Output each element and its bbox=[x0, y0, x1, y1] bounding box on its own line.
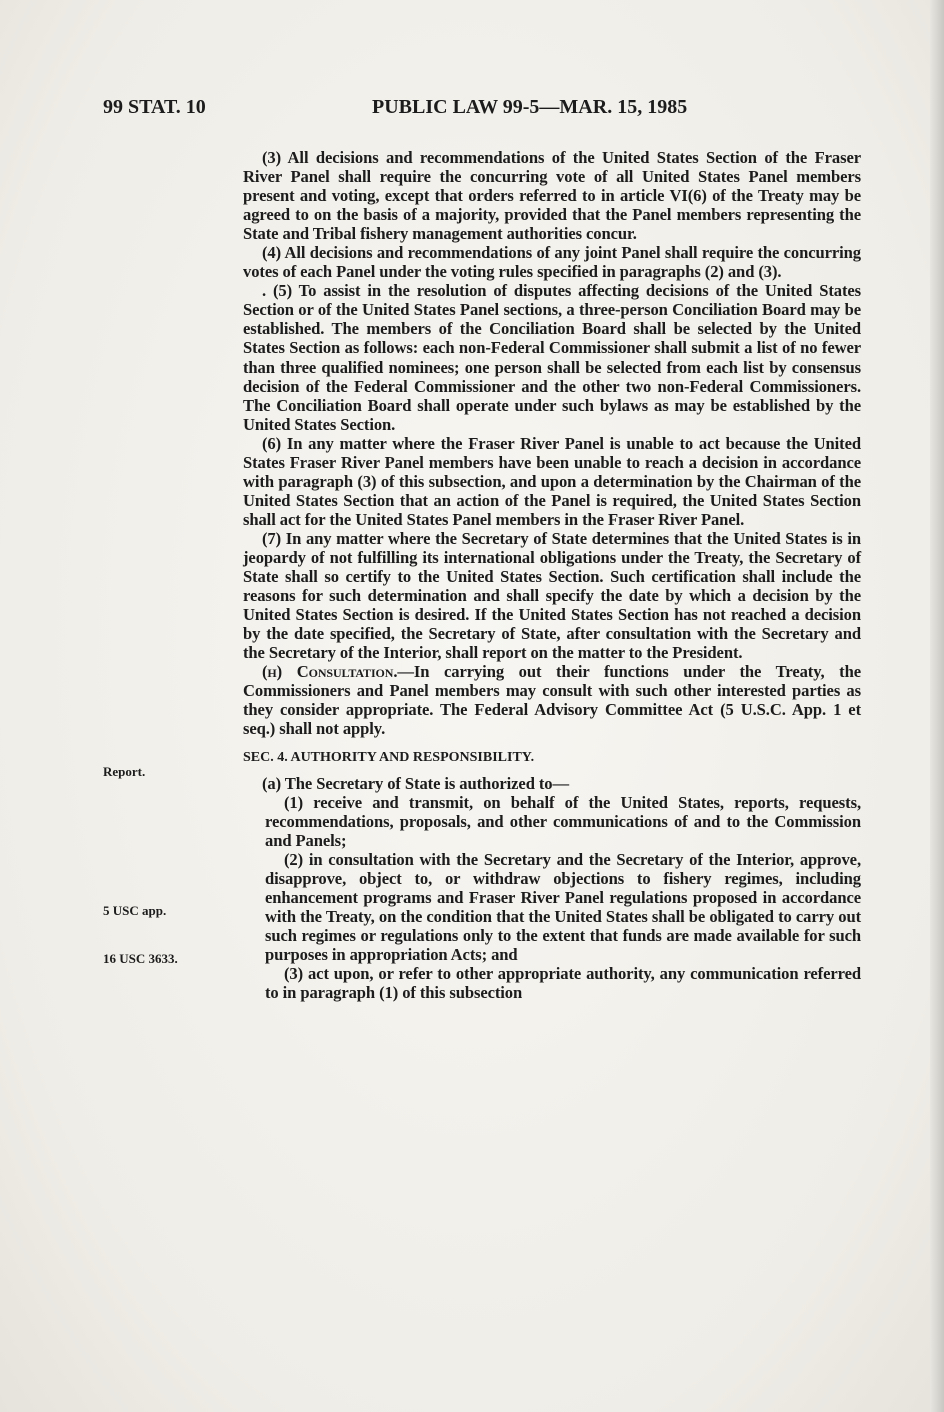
subsection-a-item-2 bbox=[224, 850, 861, 964]
page-edge-shadow bbox=[930, 0, 944, 1412]
subsection-h bbox=[243, 662, 861, 738]
subsection-a-item-1 bbox=[224, 793, 861, 850]
subsection-a-item-3-text: (3) act upon, or refer to other appropriate authority, any communication referred to in paragraph (1) of this subsection bbox=[265, 963, 861, 1003]
statute-page-number: 99 STAT. 10 bbox=[103, 96, 206, 118]
paragraph-5: . (5) To assist in the resolution of disputes affecting decisions of the United States Section or of the United States Panel sections, a three-person Conciliation Board may be established. The members of the Conciliation Board shall be selected by the United States Section as follows: each non-Federal Commissioner shall submit a list of no fewer than three qualified nominees; one person shall be selected from each list by consensus decision of the Federal Commissioner and the other two non-Federal Commissioners. The Conciliation Board shall operate under such bylaws as may be established by the United States Section. bbox=[243, 281, 861, 434]
subsection-a-item-1-text: (1) receive and transmit, on behalf of the United States, reports, requests, recommendations, proposals, and other communications of and to the Commission and Panels; bbox=[265, 792, 861, 850]
subsection-h-text: —In carrying out their functions under the Treaty, the Commissioners and Panel members may consult with such other interested parties as they consider appropriate. The Federal Advisory Committee Act (5 U.S.C. App. 1 et seq.) shall not apply. bbox=[243, 662, 861, 739]
subsection-h-heading: (h) Consultation. bbox=[262, 662, 398, 682]
running-header bbox=[0, 96, 944, 126]
margin-note-16-usc-3633: 16 USC 3633. bbox=[103, 951, 178, 966]
section-4-heading: SEC. 4. AUTHORITY AND RESPONSIBILITY. bbox=[243, 750, 535, 766]
public-law-title: PUBLIC LAW 99-5—MAR. 15, 1985 bbox=[372, 96, 688, 118]
subsection-a-intro: (a) The Secretary of State is authorized to— bbox=[262, 773, 569, 793]
subsection-a-item-2-text: (2) in consultation with the Secretary and the Secretary of the Interior, approve, disapprove, object to, or withdraw objections to fishery regimes, including enhancement programs and Fraser River Panel regulations proposed in accordance with the Treaty, on the condition that the United States shall be obligated to carry out such regimes or regulations only to the extent that funds are made available for such purposes in appropriation Acts; and bbox=[265, 849, 861, 964]
margin-note-report: Report. bbox=[103, 764, 146, 779]
paragraph-3: (3) All decisions and recommendations of the United States Section of the Fraser River Panel shall require the concurring vote of all United States Panel members present and voting, except that orders referred to in article VI(6) of the Treaty may be agreed to on the basis of a majority, provided that the Panel members representing the State and Tribal fishery management authorities concur. bbox=[243, 148, 861, 244]
paragraph-7: (7) In any matter where the Secretary of State determines that the United States is in jeopardy of not fulfilling its international obligations under the Treaty, the Secretary of State shall so certify to the United States Section. Such certification shall include the reasons for such determination and shall specify the date by which a decision by the United States Section is desired. If the United States Section has not reached a decision by the date specified, the Secretary of State, after consultation with the Secretary and the Secretary of the Interior, shall report on the matter to the President. bbox=[243, 528, 861, 663]
paragraph-6: (6) In any matter where the Fraser River Panel is unable to act because the United States Fraser River Panel members have been unable to reach a decision in accordance with paragraph (3) of this subsection, and upon a determination by the Chairman of the United States Section that an action of the Panel is required, the United States Section shall act for the United States Panel members in the Fraser River Panel. bbox=[243, 433, 861, 529]
statute-body bbox=[243, 148, 861, 1002]
margin-note-5-usc-app: 5 USC app. bbox=[103, 903, 167, 918]
subsection-a-item-3 bbox=[224, 964, 861, 1002]
paragraph-4: (4) All decisions and recommendations of any joint Panel shall require the concurring votes of each Panel under the voting rules specified in paragraphs (2) and (3). bbox=[243, 243, 861, 282]
